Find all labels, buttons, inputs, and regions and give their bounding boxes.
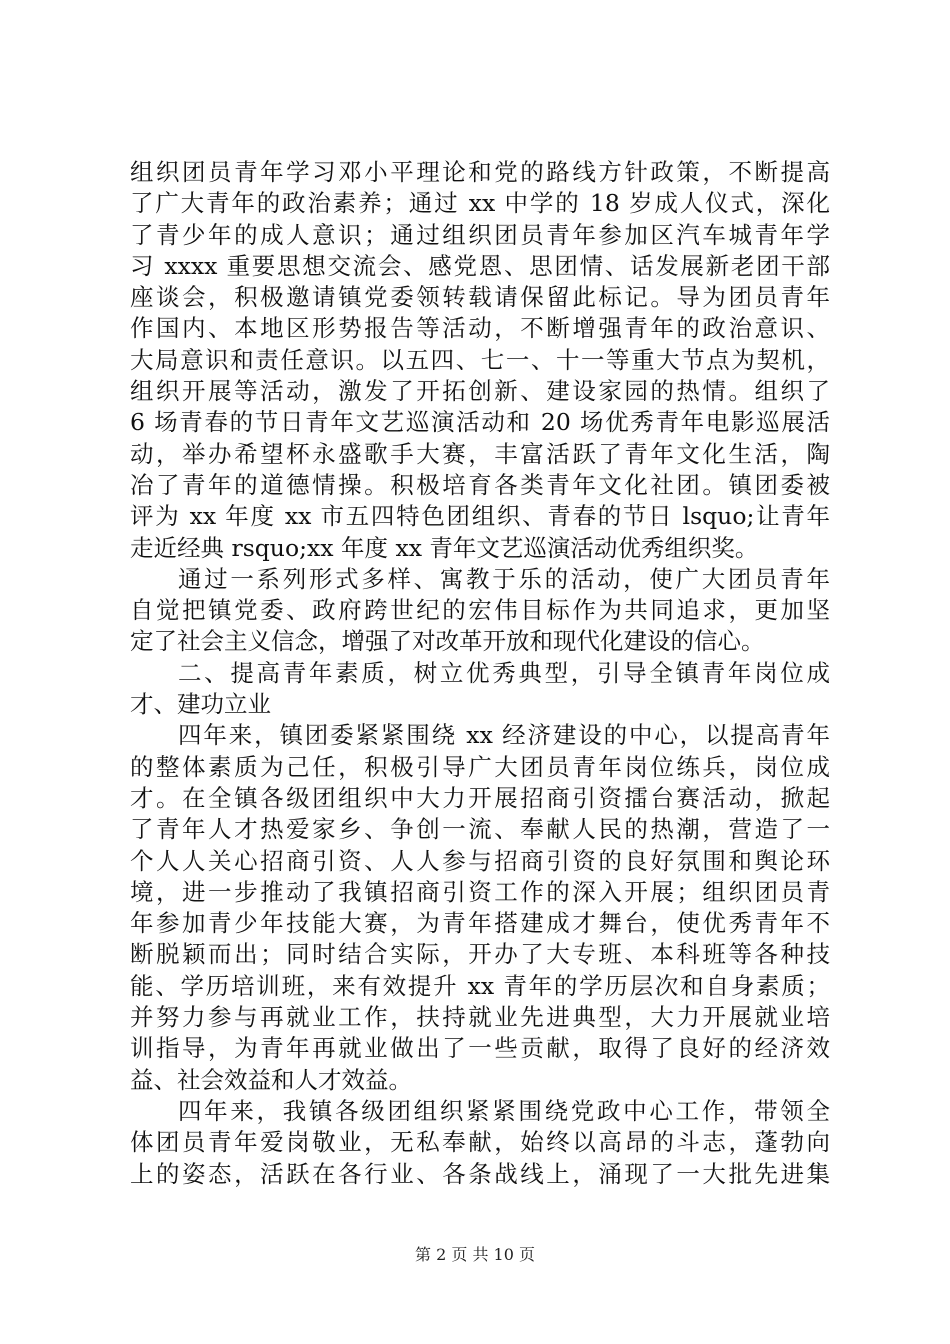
text-line: 四年来，镇团委紧紧围绕 xx 经济建设的中心，以提高青年 <box>178 721 830 750</box>
text-line: 6 场青春的节日青年文艺巡演活动和 20 场优秀青年电影巡展活 <box>130 408 830 437</box>
text-line: 并努力参与再就业工作，扶持就业先进典型，大力开展就业培 <box>130 1003 830 1032</box>
text-line: 习 xxxx 重要思想交流会、感党恩、思团情、话发展新老团干部 <box>130 251 830 280</box>
text-line: 益、社会效益和人才效益。 <box>130 1065 412 1094</box>
text-line: 境，进一步推动了我镇招商引资工作的深入开展；组织团员青 <box>130 877 830 906</box>
text-line: 才。在全镇各级团组织中大力开展招商引资擂台赛活动，掀起 <box>130 783 830 812</box>
text-line: 能、学历培训班，来有效提升 xx 青年的学历层次和自身素质； <box>130 971 830 1000</box>
text-line: 通过一系列形式多样、寓教于乐的活动，使广大团员青年 <box>178 564 830 593</box>
text-line: 年参加青少年技能大赛，为青年搭建成才舞台，使优秀青年不 <box>130 909 830 938</box>
text-line: 定了社会主义信念，增强了对改革开放和现代化建设的信心。 <box>130 627 765 656</box>
text-line: 训指导，为青年再就业做出了一些贡献，取得了良好的经济效 <box>130 1034 830 1063</box>
text-line: 了青年人才热爱家乡、争创一流、奉献人民的热潮，营造了一 <box>130 815 830 844</box>
text-line: 大局意识和责任意识。以五四、七一、十一等重大节点为契机， <box>130 345 830 374</box>
text-line: 四年来，我镇各级团组织紧紧围绕党政中心工作，带领全 <box>178 1096 830 1125</box>
body-text <box>130 157 830 1190</box>
text-line: 了广大青年的政治素养；通过 xx 中学的 18 岁成人仪式，深化 <box>130 189 830 218</box>
text-line: 评为 xx 年度 xx 市五四特色团组织、青春的节日 lsquo;让青年 <box>130 502 830 531</box>
text-line: 体团员青年爱岗敬业，无私奉献，始终以高昂的斗志，蓬勃向 <box>130 1128 830 1157</box>
text-line: 的整体素质为己任，积极引导广大团员青年岗位练兵，岗位成 <box>130 752 830 781</box>
text-line: 组织开展等活动，激发了开拓创新、建设家园的热情。组织了 <box>130 377 830 406</box>
text-line: 作国内、本地区形势报告等活动，不断增强青年的政治意识、 <box>130 314 830 343</box>
page-footer: 第 2 页 共 10 页 <box>415 1245 535 1264</box>
text-line: 断脱颖而出；同时结合实际，开办了大专班、本科班等各种技 <box>130 940 830 969</box>
text-line: 二、提高青年素质，树立优秀典型，引导全镇青年岗位成 <box>178 658 830 687</box>
text-line: 个人人关心招商引资、人人参与招商引资的良好氛围和舆论环 <box>130 846 830 875</box>
text-line: 动，举办希望杯永盛歌手大赛，丰富活跃了青年文化生活，陶 <box>130 439 830 468</box>
text-line: 才、建功立业 <box>130 690 271 719</box>
text-line: 上的姿态，活跃在各行业、各条战线上，涌现了一大批先进集 <box>130 1159 830 1188</box>
text-line: 冶了青年的道德情操。积极培育各类青年文化社团。镇团委被 <box>130 470 830 499</box>
text-line: 了青少年的成人意识；通过组织团员青年参加区汽车城青年学 <box>130 220 830 249</box>
text-line: 自觉把镇党委、政府跨世纪的宏伟目标作为共同追求，更加坚 <box>130 596 830 625</box>
text-line: 走近经典 rsquo;xx 年度 xx 青年文艺巡演活动优秀组织奖。 <box>130 533 759 562</box>
text-line: 组织团员青年学习邓小平理论和党的路线方针政策，不断提高 <box>130 158 830 186</box>
text-line: 座谈会，积极邀请镇党委领转载请保留此标记。导为团员青年 <box>130 283 830 312</box>
